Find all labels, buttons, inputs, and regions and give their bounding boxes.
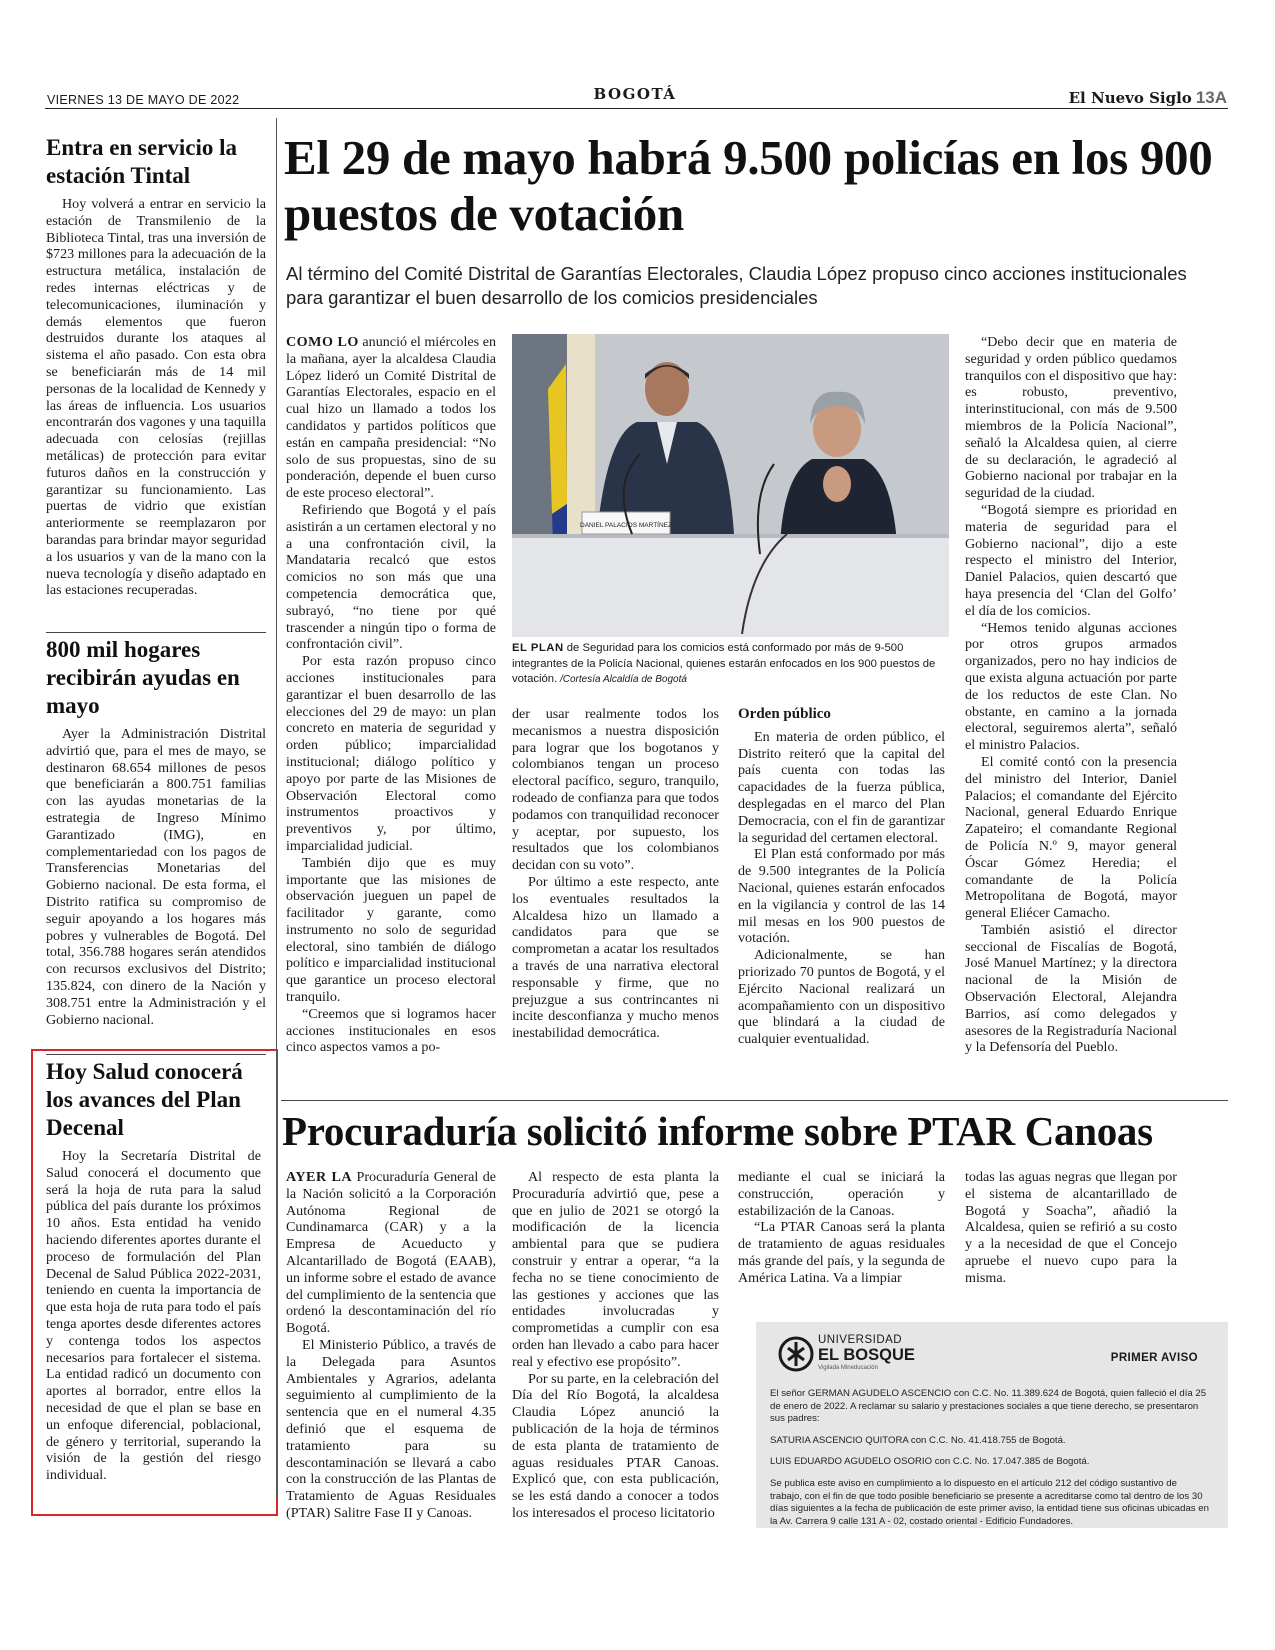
story-column-4 <box>965 334 1177 1056</box>
photo-caption <box>512 641 942 688</box>
logo-line-2: EL BOSQUE <box>818 1346 915 1364</box>
paragraph: “La PTAR Canoas será la planta de tratamiento de aguas residuales más grande del país, y la segunda de América Latina. Va a limpiar <box>738 1219 945 1286</box>
brief-paragraph: Hoy la Secretaría Distrital de Salud conocerá el documento que será la hoja de ruta para la salud pública del país durante los próximos 10 años. Esta entidad ha venido haciendo diferentes aportes durante el proceso de formulación del Plan Decenal de Salud Pública 2022-2031, teniendo en cuenta la importancia de que esta hoja de ruta para todo el país tenga aportes desde diferentes actores y contenga todos los aspectos necesarios para fortalecer el sistema. La entidad radicó un documento con aportes al borrador, entre ellos la necesidad de que el plan se base en un enfoque diferencial, poblacional, de género y territorial, superando la visión de la gestión del riesgo individual. <box>46 1148 261 1484</box>
lead-text: Procuraduría General de la Nación solicitó a la Corporación Autónoma Regional de Cundinamarca (CAR) y a la Empresa de Acueducto y Alcantarillado de Bogotá (EAAB), un informe sobre el estado de avance del cumplimiento de la sentencia que ordenó la descontaminación del río Bogotá. <box>286 1169 496 1337</box>
paragraph: todas las aguas negras que llegan por el sistema de alcantarillado de Bogotá y Soacha”, añadió la Alcaldesa, quien se refirió a su costo y a la necesidad de que el Concejo apruebe el nuevo cupo para la misma. <box>965 1169 1177 1286</box>
brief-body <box>46 726 266 1028</box>
photo-illustration <box>512 334 949 637</box>
legal-notice-ad <box>756 1322 1228 1528</box>
story-column-1 <box>286 334 496 1056</box>
paragraph: “Hemos tenido algunas acciones por otros grupos armados organizados, pero no hay indicios de que exista alguna actuación por parte de los reductos de este Clan. No obstante, en camino a la jornada electoral, seguiremos alerta”, señaló el ministro Palacios. <box>965 619 1177 754</box>
brief-divider <box>46 632 266 633</box>
notice-paragraph: Se publica este aviso en cumplimiento a lo dispuesto en el artículo 212 del código sustantivo de trabajo, con el fin de que todo posible beneficiario se presente a acreditarse como tal dentro de los 30 días siguientes a la fecha de publicación de este primer aviso, la entidad tiene sus oficinas ubicadas en la Av. Carrera 9 calle 131 A - 02, costado oriental - Edificio Fundadores. <box>770 1477 1209 1527</box>
paragraph: der usar realmente todos los mecanismos a nuestra disposición para lograr que los bogotanos y colombianos tengan un proceso electoral pacífico, seguro, tranquilo, rodeado de confianza para que todos podamos con tranquilidad reconocer y aceptar, por supuesto, los resultados que los colombianos decidan con su voto”. <box>512 706 719 874</box>
column-rule <box>276 118 277 1498</box>
brief-tintal <box>46 134 266 599</box>
paragraph: El Plan está conformado por más de 9.500 integrantes de la Policía Nacional, quienes estarán enfocados en la vigilancia y control de las 14 mil mesas en los 900 puestos de votación. <box>738 846 945 947</box>
story-divider <box>281 1100 1228 1101</box>
brief-title: 800 mil hogares recibirán ayudas en mayo <box>46 637 240 718</box>
lead-in: COMO LO <box>286 334 359 350</box>
story2-column-2 <box>512 1169 719 1522</box>
story-column-3 <box>738 706 945 1048</box>
news-photo <box>512 334 949 637</box>
placard-text: DANIEL PALACIOS MARTÍNEZ <box>580 522 672 529</box>
notice-beneficiary: SATURIA ASCENCIO QUITORA con C.C. No. 41.418.755 de Bogotá. <box>770 1434 1066 1446</box>
brief-hogares <box>46 636 266 1028</box>
story-column-2 <box>512 706 719 1042</box>
brief-title: Entra en servicio la estación Tintal <box>46 135 237 188</box>
paper-name: El Nuevo Siglo <box>1068 89 1192 107</box>
paragraph: El comité contó con la presencia del ministro del Interior, Daniel Palacios; el comandante del Ejército Nacional, general Eduardo Enrique Zapateiro; el comandante Regional de Policía N.º 9, mayor general Óscar Gómez Heredia; el comandante de la Policía Metropolitana de Bogotá, mayor general Eliécer Camacho. <box>965 753 1177 922</box>
paragraph: En materia de orden público, el Distrito reiteró que la capital del país cuenta con todas las capacidades de la fuerza pública, desplegadas en el marco del Plan Democracia, con el fin de garantizar la seguridad del certamen electoral. <box>738 728 945 846</box>
paragraph: Adicionalmente, se han priorizado 70 puntos de Bogotá, y el Ejército Nacional realizará un acompañamiento con un dispositivo que blindará a la ciudad de cualquier eventualidad. <box>738 947 945 1048</box>
paragraph: “Debo decir que en materia de seguridad y orden público quedamos tranquilos con el dispositivo que hay: es robusto, preventivo, interinstitucional, con más de 9.500 miembros de la Policía Nacional”, señaló la Alcaldesa quien, al cierre de su declaración, le agradeció al Gobierno nacional por trabajar en la seguridad de la ciudad. <box>965 334 1177 502</box>
paragraph: mediante el cual se iniciará la construcción, operación y estabilización de la Canoas. <box>738 1169 945 1219</box>
subheadline: Al término del Comité Distrital de Garantías Electorales, Claudia López propuso cinco acciones institucionales para garantizar el buen desarrollo de los comicios presidenciales <box>286 263 1187 308</box>
notice-beneficiary: LUIS EDUARDO AGUDELO OSORIO con C.C. No. 17.047.385 de Bogotá. <box>770 1456 1090 1468</box>
brief-paragraph: Hoy volverá a entrar en servicio la estación de Transmilenio de la Biblioteca Tintal, tras una inversión de $723 millones para la adecuación de la estructura metálica, instalación de redes internas eléctricas y de telecomunicaciones, iluminación y demás elementos que fueron destruidos durante los ataques al sistema el año pasado. Con esta obra se beneficiarán más de 14 mil personas de la localidad de Kennedy y las áreas de influencia. Los usuarios encontrarán dos vagones y una taquilla adecuada con celosías (rejillas metálicas) de protección para evitar futuros daños en la construcción y garantizar su funcionamiento. Las puertas de vidrio que existían anteriormente se reemplazaron por barandas para brindar mayor seguridad a los usuarios y van de la mano con la nueva tecnología y diseño adaptado en las estaciones recuperadas. <box>46 196 266 599</box>
university-crest-icon <box>778 1336 814 1372</box>
section-name: BOGOTÁ <box>593 85 677 103</box>
paragraph: También asistió el director seccional de Fiscalías de Bogotá, José Manuel Martínez; y la directora nacional de la Misión de Observación Electoral, Alejandra Barrios, así como delegados y asesores de la Registraduría Nacional y la Defensoría del Pueblo. <box>965 921 1177 1056</box>
caption-text: de Seguridad para los comicios está conformado por más de 9-500 integrantes de la Policía Nacional, quienes estarán enfocados en los 900 puestos de votación. <box>512 642 936 685</box>
paragraph: Refiriendo que Bogotá y el país asistirán a un certamen electoral y no a una confrontación civil, la Mandataria recalcó que estos comicios no son más que una competencia democrática que, subrayó, “no tiene por qué trascender a ningún tipo o forma de confrontación civil”. <box>286 501 496 653</box>
photo-credit: /Cortesía Alcaldía de Bogotá <box>557 674 687 685</box>
brief-body <box>46 1148 261 1484</box>
paragraph: El Ministerio Público, a través de la Delegada para Asuntos Ambientales y Agrarios, adelanta seguimiento al cumplimiento de la sentencia que en el numeral 4.35 definió que el esquema de tratamiento para su descontaminación se llevará a cabo con la construcción de las Plantas de Tratamiento de Aguas Residuales (PTAR) Salitre Fase II y Canoas. <box>286 1336 496 1521</box>
paragraph: Al respecto de esta planta la Procuraduría advirtió que, pese a que en julio de 2021 se otorgó la modificación de la licencia ambiental para que se pudiera construir y entrar a operar, “a la fecha no se tiene conocimiento de las gestiones y acciones que las entidades involucradas y comprometidas a cumplir con esa orden han llevado a cabo para hacer real y efectivo ese propósito”. <box>512 1169 719 1370</box>
page-number: 13A <box>1195 88 1227 107</box>
paragraph: Por esta razón propuso cinco acciones institucionales para garantizar el buen desarrollo de las elecciones del 29 de mayo: un plan concreto en materia de seguridad y orden público; imparcialidad institucional; diálogo político y apoyo por parte de las Misiones de Observación Electoral como instrumentos proactivos y preventivos y, por último, imparcialidad judicial. <box>286 653 496 854</box>
brief-paragraph: Ayer la Administración Distrital advirtió que, para el mes de mayo, se destinaron 68.654 millones de pesos que beneficiarán a 800.751 familias con las ayudas monetarias de la estrategia de Ingreso Mínimo Garantizado (IMG), en complementariedad con los pagos de Transferencias Monetarias del Gobierno nacional. De esta forma, el Distrito ratifica su compromiso de seguir apoyando a los hogares más pobres y vulnerables de Bogotá. Del total, 356.788 hogares serán atendidos con recursos exclusivos del Distrito; 135.824, con dinero de la Nación y 308.751 entre la Administración y el Gobierno nacional. <box>46 726 266 1028</box>
lead-text: anunció el miércoles en la mañana, ayer la alcaldesa Claudia López lideró un Comité Distrital de Garantías Electorales, espacio en el cual hizo un llamado a todos los candidatos y partidos políticos que están en campaña presidencial: “No solo de sus propuestas, sino de su ponderación, depende el buen curso de este proceso electoral”. <box>286 334 496 502</box>
brief-body <box>46 196 266 599</box>
headline: El 29 de mayo habrá 9.500 policías en los 900 puestos de votación <box>284 130 1213 241</box>
logo-line-3: Vigilada Mineducación <box>818 1365 878 1371</box>
story2-column-4 <box>965 1169 1177 1287</box>
story2-column-3 <box>738 1169 945 1287</box>
paragraph: “Creemos que si logramos hacer acciones institucionales en esos cinco aspectos vamos a po- <box>286 1005 496 1056</box>
caption-lead: EL PLAN <box>512 642 564 654</box>
masthead <box>1069 88 1227 108</box>
edition-date: VIERNES 13 DE MAYO DE 2022 <box>47 93 240 107</box>
logo-line-1: UNIVERSIDAD <box>818 1334 903 1346</box>
notice-text <box>770 1388 1210 1528</box>
paragraph: Por su parte, en la celebración del Día del Río Bogotá, la alcaldesa Claudia López anunció la publicación de la hoja de términos de esta planta de tratamiento de aguas residuales PTAR Canoas. Explicó que, con esta publicación, se les está dando a conocer a todos los interesados el proceso licitatorio <box>512 1370 719 1521</box>
paragraph: “Bogotá siempre es prioridad en materia de seguridad para el Gobierno nacional”, dijo a este respecto el ministro del Interior, Daniel Palacios, quien descartó que haya presencia del ‘Clan del Golfo’ el día de los comicios. <box>965 501 1177 619</box>
lead-paragraph <box>286 1169 496 1337</box>
story2-column-1 <box>286 1169 496 1522</box>
notice-label: PRIMER AVISO <box>1110 1352 1198 1364</box>
lead-in: AYER LA <box>286 1169 353 1185</box>
brief-plan-decenal <box>46 1058 261 1484</box>
paragraph: Por último a este respecto, ante los eventuales resultados la Alcaldesa hizo un llamado a candidatos para que se comprometan a acatar los resultados a través de una narrativa electoral responsable y firme, que no prejuzgue a sus contrincantes ni incite desconfianza y mucho menos inestabilidad democrática. <box>512 873 719 1042</box>
university-logo <box>778 1336 814 1376</box>
header-rule <box>45 108 1228 109</box>
headline: Procuraduría solicitó informe sobre PTAR Canoas <box>282 1108 1153 1154</box>
paragraph: También dijo que es muy importante que las misiones de observación jueguen un papel de facilitador y garante, como instrumento no solo de seguridad electoral, sino también de diálogo político e imparcialidad institucional que garantice un proceso electoral tranquilo. <box>286 854 496 1006</box>
brief-title: Hoy Salud conocerá los avances del Plan Decenal <box>46 1059 243 1140</box>
section-subhead: Orden público <box>738 706 831 722</box>
lead-paragraph <box>286 334 496 502</box>
notice-paragraph: El señor GERMAN AGUDELO ASCENCIO con C.C. No. 11.389.624 de Bogotá, quien falleció el día 25 de enero de 2022. A reclamar su salario y prestaciones sociales a que tiene derecho, se presentaron sus padres: <box>770 1388 1207 1425</box>
